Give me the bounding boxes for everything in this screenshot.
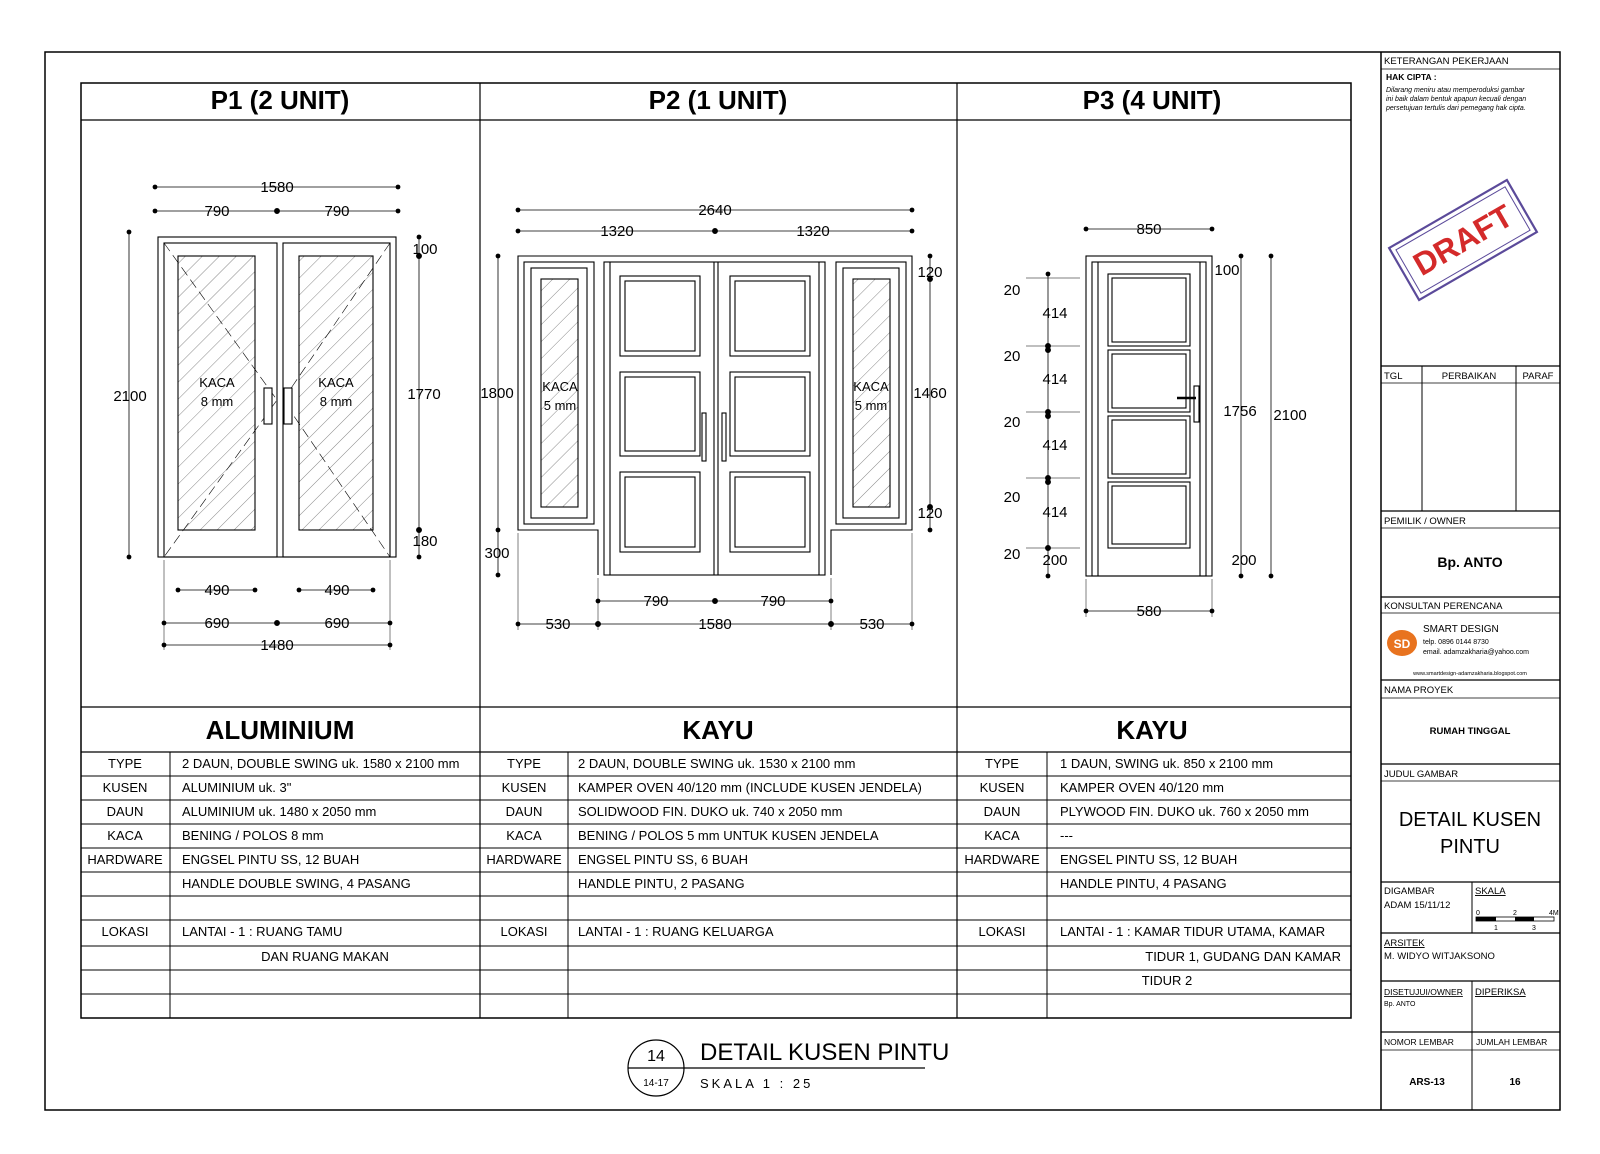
p3-spec-label: HARDWARE <box>964 852 1040 867</box>
p2-door-drawing <box>498 210 932 630</box>
p2-spec-label: TYPE <box>507 756 541 771</box>
svg-text:20: 20 <box>1003 348 1021 365</box>
p1-spec-value: DAN RUANG MAKAN <box>261 949 389 964</box>
p1-spec-value: ALUMINIUM uk. 3" <box>182 780 292 795</box>
svg-text:200: 200 <box>1231 552 1257 569</box>
p3-spec-value: TIDUR 1, GUDANG DAN KAMAR <box>1145 949 1341 964</box>
p2-title: P2 (1 UNIT) <box>648 85 788 115</box>
p3-spec-value: 1 DAUN, SWING uk. 850 x 2100 mm <box>1060 756 1274 771</box>
p2-spec-label: HARDWARE <box>486 852 562 867</box>
draft-stamp <box>1389 180 1537 300</box>
svg-text:690: 690 <box>324 615 350 632</box>
tb-keterangan: KETERANGAN PEKERJAAN <box>1384 56 1509 67</box>
p1-spec-label: KUSEN <box>102 780 148 795</box>
svg-text:Bp. ANTO: Bp. ANTO <box>1384 1001 1416 1008</box>
p2-spec-value: HANDLE PINTU, 2 PASANG <box>578 876 745 891</box>
svg-text:SMART DESIGN: SMART DESIGN <box>1423 624 1499 635</box>
svg-text:690: 690 <box>204 615 230 632</box>
svg-text:100: 100 <box>412 241 438 258</box>
svg-text:2100: 2100 <box>1273 407 1307 424</box>
svg-text:490: 490 <box>324 582 350 599</box>
svg-text:DIGAMBAR: DIGAMBAR <box>1384 886 1435 897</box>
p3-material: KAYU <box>1116 715 1188 745</box>
svg-text:1320: 1320 <box>600 223 634 240</box>
p1-spec-value: ENGSEL PINTU SS, 12 BUAH <box>182 852 360 867</box>
svg-text:2: 2 <box>1513 910 1517 917</box>
p3-spec-value: TIDUR 2 <box>1141 973 1193 988</box>
svg-text:414: 414 <box>1042 371 1068 388</box>
p1-spec-value: HANDLE DOUBLE SWING, 4 PASANG <box>182 876 411 891</box>
p2-spec-value: 2 DAUN, DOUBLE SWING uk. 1530 x 2100 mm <box>578 756 856 771</box>
p1-spec-value: BENING / POLOS 8 mm <box>182 828 324 843</box>
svg-text:DISETUJUI/OWNER: DISETUJUI/OWNER <box>1384 987 1463 997</box>
p1-spec-value: LANTAI - 1 : RUANG TAMU <box>182 924 343 939</box>
p1-spec-label: HARDWARE <box>87 852 163 867</box>
p2-spec-value: BENING / POLOS 5 mm UNTUK KUSEN JENDELA <box>578 828 879 843</box>
svg-text:1320: 1320 <box>796 223 830 240</box>
svg-text:SKALA: SKALA <box>1475 886 1506 897</box>
p3-spec-value: KAMPER OVEN 40/120 mm <box>1060 780 1224 795</box>
svg-text:20: 20 <box>1003 414 1021 431</box>
p2-spec-label: KACA <box>506 828 542 843</box>
p3-spec-label: KACA <box>984 828 1020 843</box>
svg-text:790: 790 <box>204 203 230 220</box>
svg-text:20: 20 <box>1003 489 1021 506</box>
p1-spec-label: DAUN <box>106 804 144 819</box>
svg-text:KACA: KACA <box>318 375 354 390</box>
svg-text:490: 490 <box>204 582 230 599</box>
p1-glass-left <box>178 256 255 530</box>
svg-text:KONSULTAN PERENCANA: KONSULTAN PERENCANA <box>1384 601 1503 612</box>
svg-text:Dilarang meniru atau memperodu: Dilarang meniru atau memperoduksi gambar <box>1386 87 1525 94</box>
p1-spec-label: KACA <box>107 828 143 843</box>
p1-title: P1 (2 UNIT) <box>210 85 350 115</box>
svg-text:KACA: KACA <box>199 375 235 390</box>
p2-spec-value: ENGSEL PINTU SS, 6 BUAH <box>578 852 749 867</box>
p1-glass-right <box>299 256 373 530</box>
p3-spec-label: KUSEN <box>979 780 1025 795</box>
svg-text:TGL: TGL <box>1384 371 1403 382</box>
svg-text:20: 20 <box>1003 282 1021 299</box>
tb-architect: M. WIDYO WITJAKSONO <box>1384 951 1495 962</box>
draft-stamp-text: DRAFT <box>1407 197 1519 283</box>
svg-text:KACA: KACA <box>853 379 889 394</box>
svg-text:100: 100 <box>1214 262 1240 279</box>
svg-text:telp. 0896 0144 8730: telp. 0896 0144 8730 <box>1423 639 1489 646</box>
p1-spec-value: ALUMINIUM uk. 1480 x 2050 mm <box>182 804 377 819</box>
svg-text:120: 120 <box>917 264 943 281</box>
svg-text:NOMOR LEMBAR: NOMOR LEMBAR <box>1384 1037 1454 1047</box>
p3-spec-value: --- <box>1060 828 1073 843</box>
p3-spec-value: PLYWOOD FIN. DUKO uk. 760 x 2050 mm <box>1060 804 1309 819</box>
p3-spec-label: DAUN <box>983 804 1021 819</box>
svg-text:790: 790 <box>324 203 350 220</box>
tb-title-line1: DETAIL KUSEN <box>1398 809 1542 831</box>
scale-bar <box>1476 917 1554 921</box>
drawing-caption <box>628 1039 949 1096</box>
p1-spec-label: LOKASI <box>101 924 149 939</box>
svg-text:300: 300 <box>484 545 510 562</box>
svg-text:PERBAIKAN: PERBAIKAN <box>1441 371 1497 382</box>
svg-text:JUDUL GAMBAR: JUDUL GAMBAR <box>1384 769 1459 780</box>
caption-sheet-ref: 14-17 <box>643 1078 669 1089</box>
p2-spec-label: KUSEN <box>501 780 547 795</box>
p2-spec-label: LOKASI <box>500 924 548 939</box>
svg-text:ADAM 15/11/12: ADAM 15/11/12 <box>1384 900 1451 911</box>
svg-text:414: 414 <box>1042 437 1068 454</box>
p3-spec-label: TYPE <box>985 756 1019 771</box>
svg-text:persetujuan tertulis dari peme: persetujuan tertulis dari pemegang hak cipta. <box>1386 105 1526 112</box>
svg-text:1580: 1580 <box>260 179 294 196</box>
tb-owner: Bp. ANTO <box>1437 554 1503 570</box>
svg-text:5 mm: 5 mm <box>543 398 577 413</box>
svg-text:PARAF: PARAF <box>1522 371 1554 382</box>
p2-spec-value: KAMPER OVEN 40/120 mm (INCLUDE KUSEN JENDELA) <box>578 780 922 795</box>
svg-text:DIPERIKSA: DIPERIKSA <box>1475 987 1526 998</box>
svg-text:1770: 1770 <box>407 386 441 403</box>
tb-title-line2: PINTU <box>1440 836 1500 858</box>
svg-text:1460: 1460 <box>913 385 947 402</box>
p2-spec-value: LANTAI - 1 : RUANG KELUARGA <box>578 924 774 939</box>
tb-hak-cipta: HAK CIPTA : <box>1386 72 1437 82</box>
p3-spec-value: HANDLE PINTU, 4 PASANG <box>1060 876 1227 891</box>
svg-text:www.smartdesign-adamzakharia.b: www.smartdesign-adamzakharia.blogspot.com <box>1413 671 1527 677</box>
svg-text:0: 0 <box>1476 910 1480 917</box>
p3-title: P3 (4 UNIT) <box>1082 85 1222 115</box>
svg-text:530: 530 <box>859 616 885 633</box>
svg-text:1756: 1756 <box>1223 403 1257 420</box>
svg-text:2640: 2640 <box>698 202 732 219</box>
p2-spec-value: SOLIDWOOD FIN. DUKO uk. 740 x 2050 mm <box>578 804 843 819</box>
svg-text:1800: 1800 <box>480 385 514 402</box>
svg-text:3: 3 <box>1532 925 1536 932</box>
tb-project: RUMAH TINGGAL <box>1429 726 1511 737</box>
svg-text:1480: 1480 <box>260 637 294 654</box>
svg-text:530: 530 <box>545 616 571 633</box>
caption-title: DETAIL KUSEN PINTU <box>700 1039 950 1066</box>
caption-number: 14 <box>647 1048 665 1065</box>
p3-spec-value: ENGSEL PINTU SS, 12 BUAH <box>1060 852 1238 867</box>
svg-text:NAMA PROYEK: NAMA PROYEK <box>1384 685 1454 696</box>
p1-material: ALUMINIUM <box>205 715 355 745</box>
p3-spec-label: LOKASI <box>978 924 1026 939</box>
tb-sheet-number: ARS-13 <box>1409 1077 1445 1088</box>
p2-spec-label: DAUN <box>505 804 543 819</box>
svg-text:20: 20 <box>1003 546 1021 563</box>
svg-text:KACA: KACA <box>542 379 578 394</box>
p3-spec-value: LANTAI - 1 : KAMAR TIDUR UTAMA, KAMAR <box>1060 924 1326 939</box>
svg-text:8 mm: 8 mm <box>200 394 234 409</box>
svg-text:414: 414 <box>1042 504 1068 521</box>
svg-text:ARSITEK: ARSITEK <box>1384 938 1425 949</box>
svg-text:8 mm: 8 mm <box>319 394 353 409</box>
svg-text:414: 414 <box>1042 305 1068 322</box>
svg-text:850: 850 <box>1136 221 1162 238</box>
svg-text:SD: SD <box>1393 637 1411 651</box>
svg-text:email. adamzakharia@yahoo.com: email. adamzakharia@yahoo.com <box>1423 649 1529 656</box>
tb-sheet-count: 16 <box>1509 1077 1521 1088</box>
p1-spec-label: TYPE <box>108 756 142 771</box>
caption-scale: SKALA 1 : 25 <box>700 1076 814 1091</box>
svg-text:JUMLAH LEMBAR: JUMLAH LEMBAR <box>1476 1037 1548 1047</box>
p2-material: KAYU <box>682 715 754 745</box>
svg-text:ini baik dalam bentuk apapun k: ini baik dalam bentuk apapun kecuali dengan <box>1386 96 1527 103</box>
svg-text:580: 580 <box>1136 603 1162 620</box>
p1-door-drawing <box>129 187 421 650</box>
p1-spec-value: 2 DAUN, DOUBLE SWING uk. 1580 x 2100 mm <box>182 756 460 771</box>
svg-text:200: 200 <box>1042 552 1068 569</box>
svg-text:2100: 2100 <box>113 388 147 405</box>
svg-text:1: 1 <box>1494 925 1498 932</box>
firm-logo <box>1387 630 1417 656</box>
svg-text:PEMILIK / OWNER: PEMILIK / OWNER <box>1384 516 1466 527</box>
svg-text:5 mm: 5 mm <box>854 398 888 413</box>
svg-text:790: 790 <box>760 593 786 610</box>
svg-text:4M: 4M <box>1549 910 1559 917</box>
svg-text:180: 180 <box>412 533 438 550</box>
svg-text:1580: 1580 <box>698 616 732 633</box>
svg-text:120: 120 <box>917 505 943 522</box>
svg-text:790: 790 <box>643 593 669 610</box>
